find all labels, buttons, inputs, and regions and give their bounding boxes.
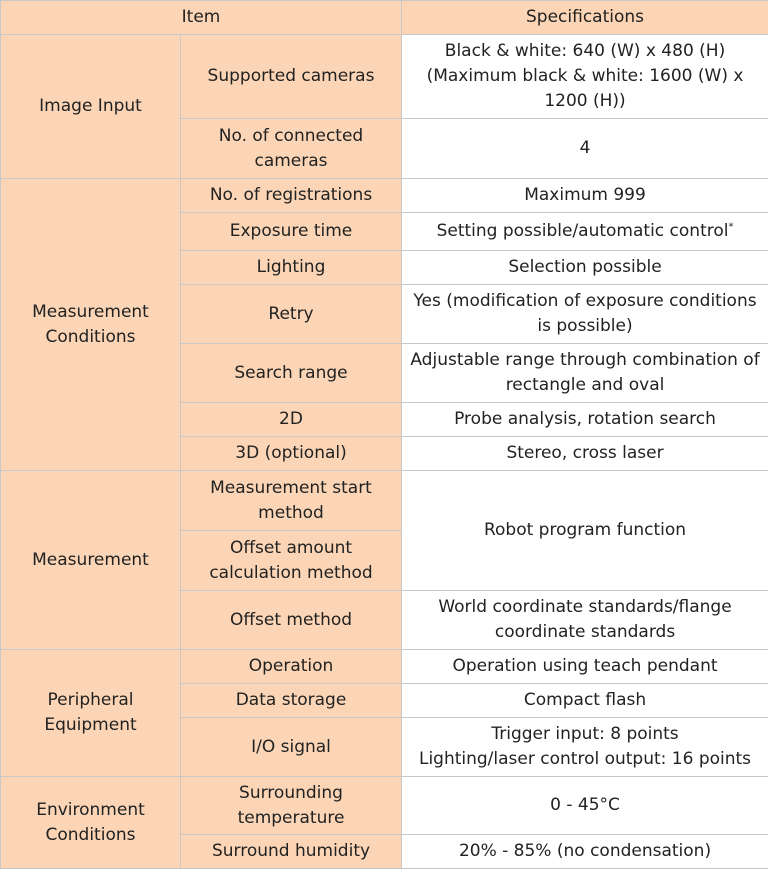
table-row	[1, 471, 768, 531]
spec-2d: Probe analysis, rotation search	[402, 403, 768, 437]
spec-data-storage: Compact flash	[402, 684, 768, 718]
spec-operation: Operation using teach pendant	[402, 650, 768, 684]
item-supported-cameras: Supported cameras	[181, 35, 402, 119]
item-offset-calculation: Offset amount calculation method	[181, 531, 402, 591]
group-image-input: Image Input	[1, 35, 181, 179]
spec-exposure-time	[402, 213, 768, 251]
spec-surround-humidity: 20% - 85% (no condensation)	[402, 835, 768, 869]
item-connected-cameras: No. of connected cameras	[181, 119, 402, 179]
spec-io-signal	[402, 718, 768, 777]
item-registrations: No. of registrations	[181, 179, 402, 213]
spec-text: Setting possible/automatic control	[436, 221, 729, 241]
table-row	[1, 650, 768, 684]
header-item: Item	[1, 1, 402, 35]
group-measurement: Measurement	[1, 471, 181, 650]
spec-search-range: Adjustable range through combination of rectangle and oval	[402, 344, 768, 403]
spec-line: (Maximum black & white: 1600 (W) x 1200 (H))	[426, 66, 744, 111]
spec-lighting: Selection possible	[402, 251, 768, 285]
item-lighting: Lighting	[181, 251, 402, 285]
table-header-row	[1, 1, 768, 35]
spec-surrounding-temperature: 0 - 45°C	[402, 777, 768, 835]
group-environment-conditions: Environment Conditions	[1, 777, 181, 869]
header-specifications: Specifications	[402, 1, 768, 35]
spec-line: Trigger input: 8 points	[491, 724, 679, 744]
spec-connected-cameras: 4	[402, 119, 768, 179]
spec-robot-program: Robot program function	[402, 471, 768, 591]
table-row	[1, 179, 768, 213]
table-row	[1, 777, 768, 835]
item-2d: 2D	[181, 403, 402, 437]
item-exposure-time: Exposure time	[181, 213, 402, 251]
item-measurement-start: Measurement start method	[181, 471, 402, 531]
group-measurement-conditions: Measurement Conditions	[1, 179, 181, 471]
item-surround-humidity: Surround humidity	[181, 835, 402, 869]
spec-3d: Stereo, cross laser	[402, 437, 768, 471]
spec-supported-cameras	[402, 35, 768, 119]
spec-retry: Yes (modification of exposure conditions is possible)	[402, 285, 768, 344]
item-operation: Operation	[181, 650, 402, 684]
item-surrounding-temperature: Surrounding temperature	[181, 777, 402, 835]
group-peripheral-equipment: Peripheral Equipment	[1, 650, 181, 777]
item-data-storage: Data storage	[181, 684, 402, 718]
spec-offset-method: World coordinate standards/flange coordinate standards	[402, 591, 768, 650]
item-search-range: Search range	[181, 344, 402, 403]
item-io-signal: I/O signal	[181, 718, 402, 777]
item-retry: Retry	[181, 285, 402, 344]
footnote-mark: *	[728, 221, 734, 233]
item-offset-method: Offset method	[181, 591, 402, 650]
spec-line: Black & white: 640 (W) x 480 (H)	[444, 41, 726, 61]
table-row	[1, 35, 768, 119]
item-3d: 3D (optional)	[181, 437, 402, 471]
spec-registrations: Maximum 999	[402, 179, 768, 213]
spec-line: Lighting/laser control output: 16 points	[418, 749, 752, 769]
